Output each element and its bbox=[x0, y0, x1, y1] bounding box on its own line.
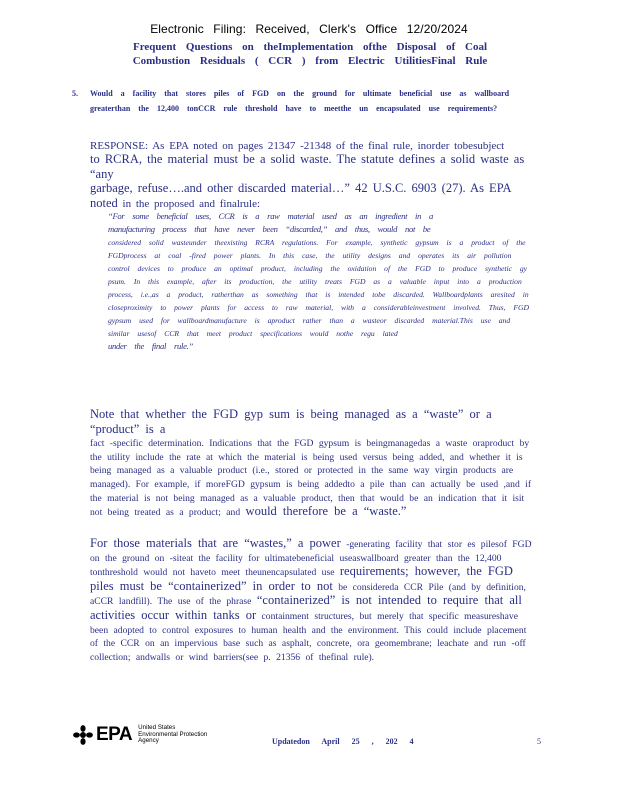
response-lead: RESPONSE: As EPA noted on pages 21347 -21348 of the final rule, inorder tobesubject bbox=[90, 140, 505, 152]
document-title bbox=[60, 40, 560, 68]
para3-big-2: “containerized” is not intended to require that all activities occur within tanks or bbox=[90, 593, 522, 622]
final-rule-quote bbox=[108, 210, 530, 353]
filing-stamp: Electronic Filing: Received, Clerk's Office 12/20/2024 bbox=[150, 22, 468, 36]
epa-agency-name bbox=[138, 725, 207, 745]
updated-date: Updatedon April 25 , 202 4 bbox=[272, 737, 414, 746]
containerized-paragraph bbox=[90, 537, 532, 664]
document-title-line-1: Frequent Questions on theImplementation ofthe Disposal of Coal bbox=[132, 41, 488, 53]
response-line-2: to RCRA, the material must be a solid waste. The statute defines a solid waste as “any bbox=[90, 152, 525, 181]
epa-flower-icon bbox=[72, 725, 94, 745]
quote-line-2: manufacturing process that have never been “discarded,” and thus, would not be bbox=[108, 224, 431, 234]
para3-lead: For those materials that are “wastes,” a power bbox=[90, 536, 341, 550]
para2-body: Indications that the FGD gypsum is beingmanagedas a waste oraproduct by the utility include the rate at which the material is being used versus being added, and whether it is being managed as a valuable product (i.e., stored or protected in the same way virgin products are managed). For example, if moreFGD gypsum is being addedto a pile than can actually be used ,and if the material is not being managed as a valuable product, then that would be an indication that it isit not being treated as a product; and bbox=[90, 438, 532, 519]
response-line-3: garbage, refuse….and other discarded material…” 42 U.S.C. 6903 (27). As EPA noted bbox=[90, 181, 511, 210]
document-title-line-2: Combustion Residuals ( CCR ) from Electric UtilitiesFinal Rule bbox=[132, 55, 488, 67]
response-tail: in the proposed and finalrule: bbox=[122, 197, 261, 210]
response-paragraph bbox=[90, 140, 532, 211]
question-number: 5. bbox=[72, 89, 78, 98]
quote-closing: under the final rule.” bbox=[108, 341, 193, 351]
quote-body: considered solid wasteunder theexisting RCRA regulations. For example, synthetic gypsum is a product of the FGDprocess at coal -fired power plants. In this case, the utility designs and operates its air pollution control devices to produce an optimal product, including the oxidation of the FGD to produce synthetic gy psum. In this example, after its production, the utility treats FGD as a valuable input into a production process, i.e.,as a product, ratherthan as something that is intended tobe discarded. Wallboardplants aresited in closeproximity to power plants for access to raw material, with a considerableinvestment involved. Thus, FGD gypsum used for wallboardmanufacture is aproduct rather than a wasteor discarded material.This use and similar usesof CCR that meet product specifications would nothe regu lated bbox=[108, 238, 529, 338]
question-block bbox=[72, 86, 530, 116]
epa-logo-text: EPA bbox=[96, 724, 133, 745]
question-text: Would a facility that stores piles of FGD on the ground for ultimate beneficial use as wallboard greaterthan the 12,400 tonCCR rule threshold have to meetthe un encapsulated use requirements? bbox=[90, 89, 510, 113]
para3-line-1-rest: -generating facility that stor es pilesof FGD on the ground on -siteat the facility for ultimatebeneficial useaswallboard greater than the 12,400 tonthreshold would not haveto meet theunencapsulated use bbox=[90, 539, 532, 579]
agency-line-1: United States bbox=[138, 724, 176, 732]
agency-line-3: Agency bbox=[138, 737, 159, 745]
para3-big-1: requirements; however, the FGD piles must be “containerized” in order to not bbox=[90, 564, 513, 593]
epa-logo bbox=[72, 723, 232, 747]
agency-line-2: Environmental Protection bbox=[138, 730, 208, 738]
para3-body: containment structures, but merely that specific measureshave been adopted to control exposures to human health and the environment. This could include placement of the CCR on an impervious base such as asphalt, concrete, ora geomembrane; leachate and run -off collection; andwalls or wind barriers(see p. 21356 of thefinal rule). bbox=[90, 610, 527, 663]
waste-vs-product-paragraph bbox=[90, 408, 532, 520]
para2-lead: Note that whether the FGD gyp sum is being managed as a “waste” or a “product” is a bbox=[90, 407, 492, 436]
para3-mid: be considereda CCR Pile (and by definition, aCCR landfill). The use of the phrase bbox=[90, 581, 526, 608]
para2-line-2: fact -specific determination. bbox=[90, 438, 204, 450]
page-number: 5 bbox=[537, 737, 541, 746]
quote-line-1: “For some beneficial uses, CCR is a raw material used as an ingredient in a bbox=[108, 211, 433, 221]
para2-closing: would therefore be a “waste.” bbox=[245, 504, 407, 519]
